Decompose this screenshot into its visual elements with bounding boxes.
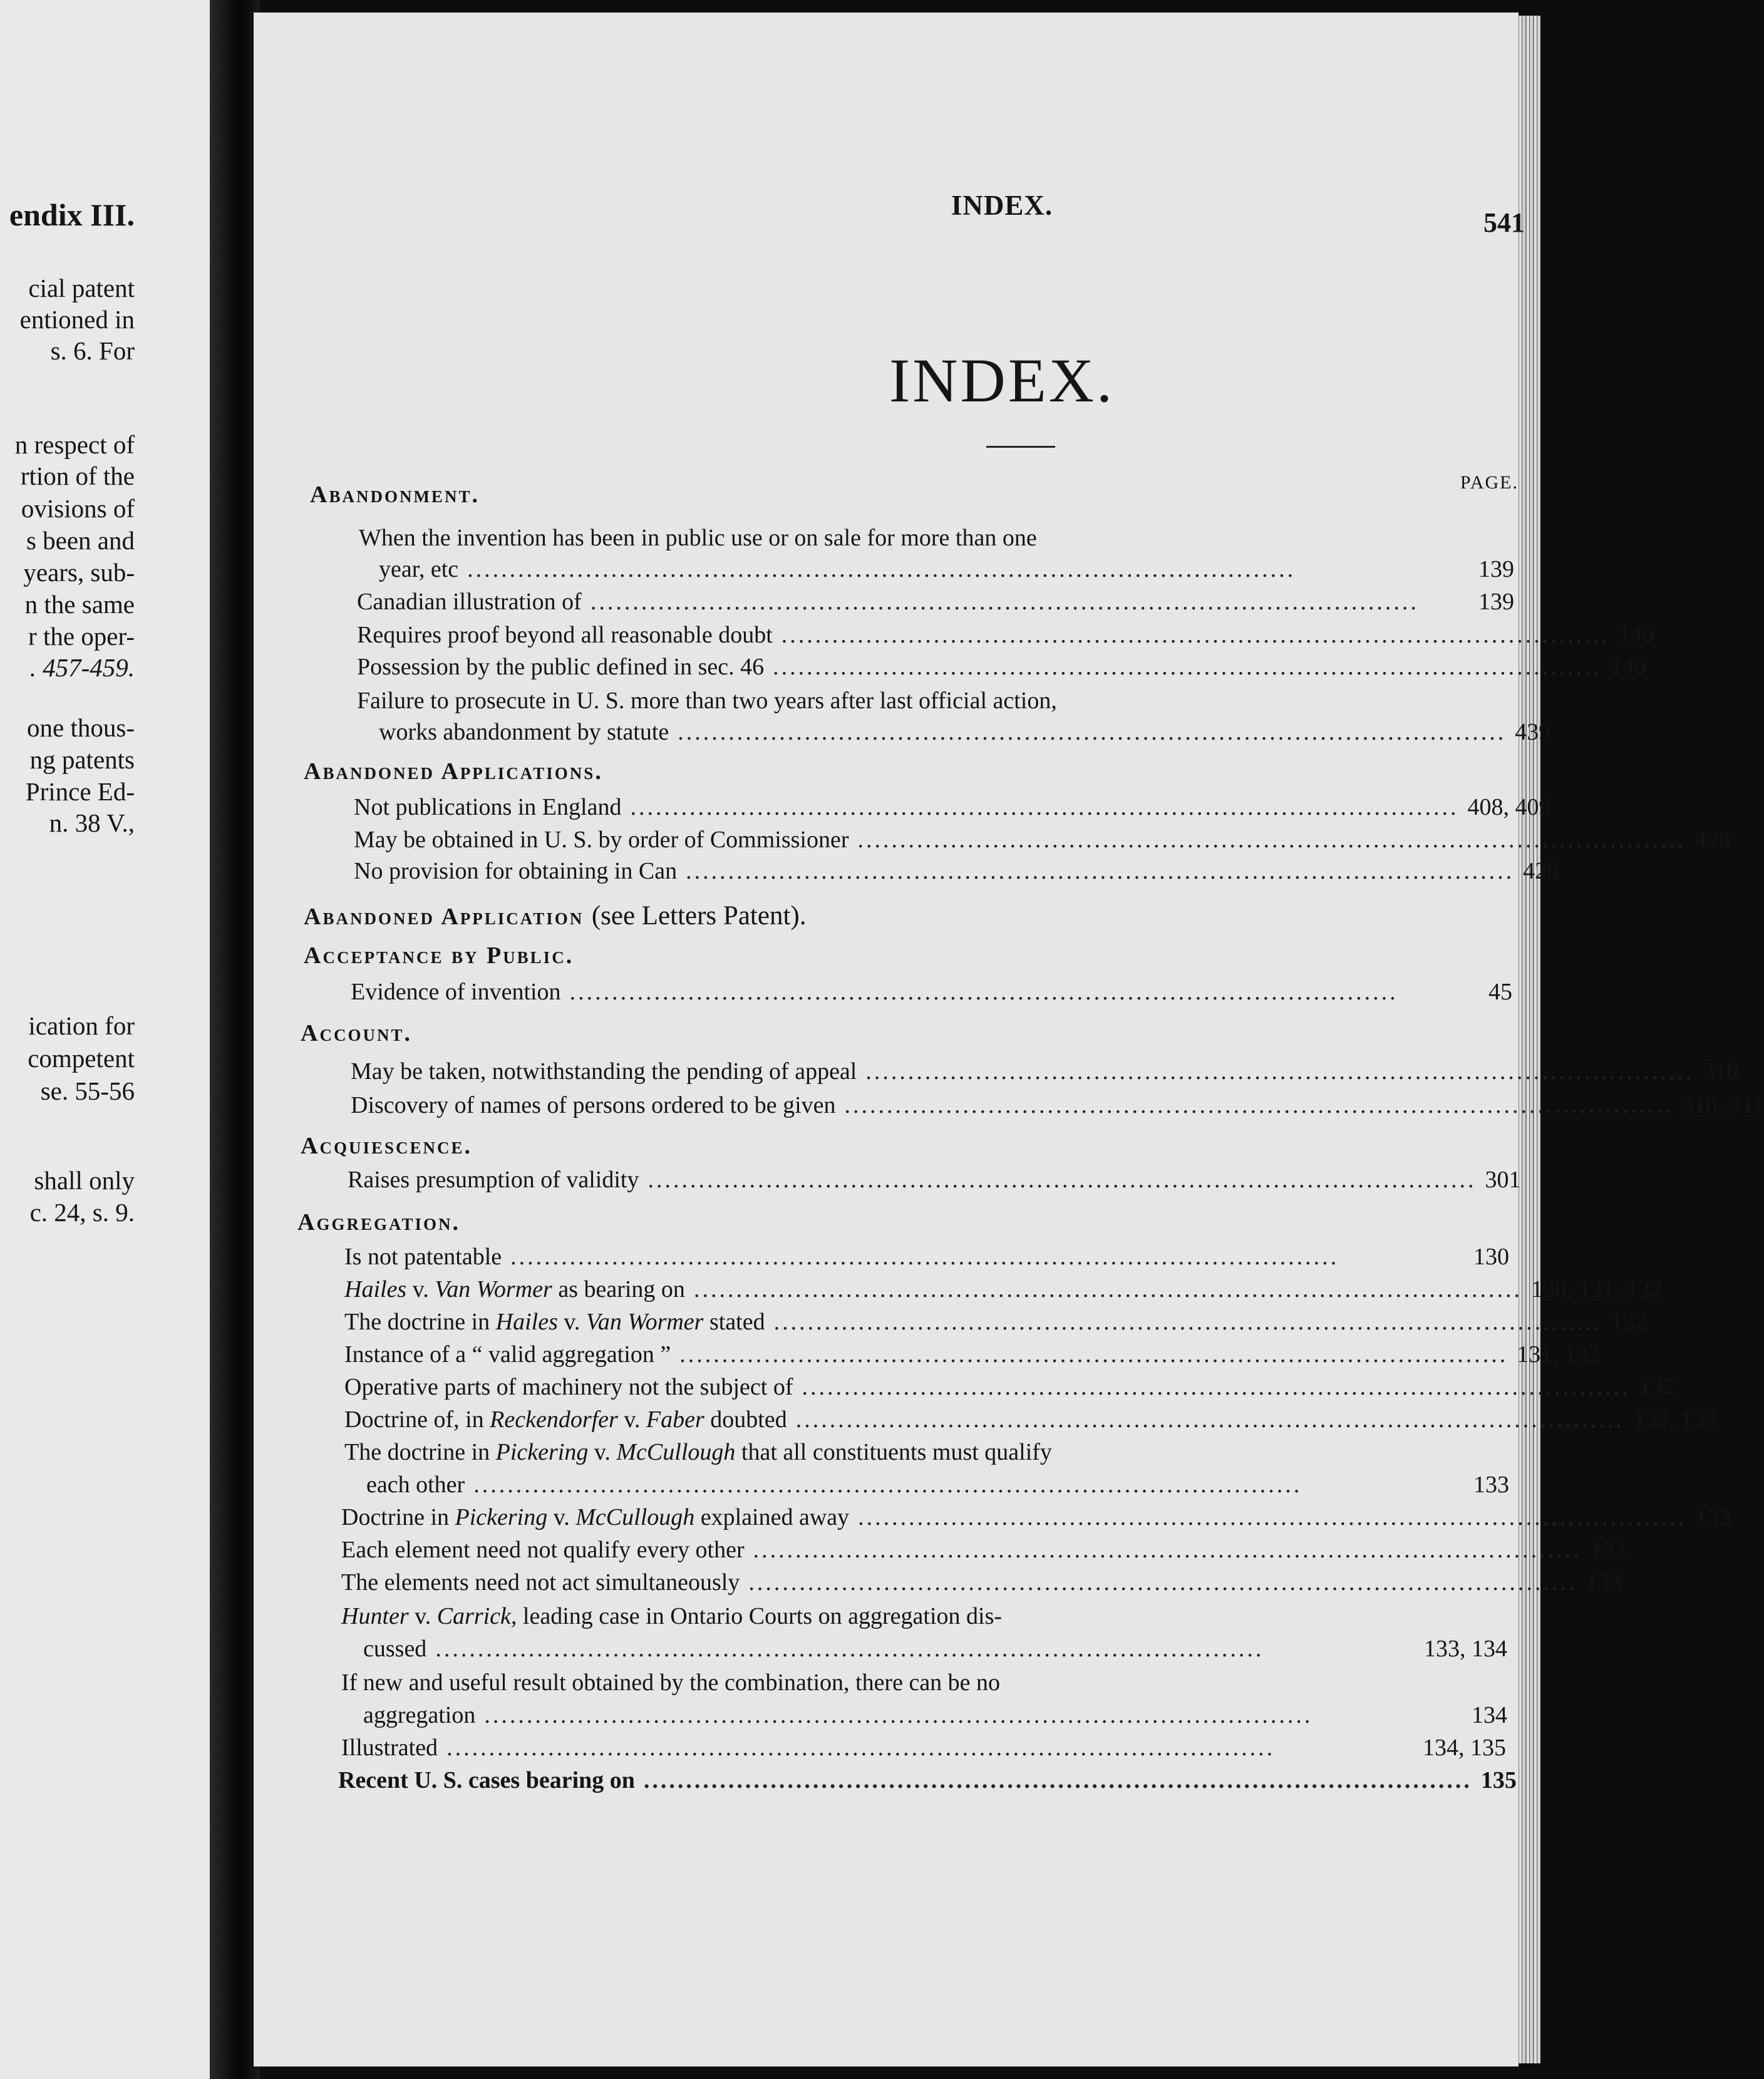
index-entry-line: Hunter v. Carrick, leading case in Ontario Courts on aggregation dis- <box>341 1603 1003 1629</box>
left-page-line: c. 24, s. 9. <box>29 1198 135 1227</box>
left-page-line: ng patents <box>29 745 135 774</box>
index-entry: May be taken, notwithstanding the pending of appeal .................................................................................................. 310 <box>351 1058 1739 1085</box>
index-heading-abandonment: Abandonment. <box>310 482 480 508</box>
index-heading-aggregation: Aggregation. <box>297 1209 460 1236</box>
left-page-line: ovisions of <box>21 494 135 523</box>
index-page <box>254 13 1764 2066</box>
index-entry: The elements need not act simultaneously .................................................................................................. 133 <box>341 1569 1622 1596</box>
index-entry: The doctrine in Hailes v. Van Wormer stated .................................................................................................. 132 <box>344 1309 1647 1335</box>
index-entry: Evidence of invention .................................................................................................. 45 <box>351 979 1512 1005</box>
index-entry-line: Failure to prosecute in U. S. more than two years after last official action, <box>357 688 1057 714</box>
index-heading-account: Account. <box>301 1020 412 1046</box>
left-page-line: . 457-459. <box>29 653 135 682</box>
left-page-line: endix III. <box>9 197 135 232</box>
index-entry: Illustrated .................................................................................................. 134, 135 <box>341 1735 1506 1761</box>
left-page-line: n the same <box>24 590 135 619</box>
left-page-line: cial patent <box>28 274 135 302</box>
index-entry: No provision for obtaining in Can .................................................................................................. 428 <box>354 858 1559 884</box>
index-entry: Each element need not qualify every other .................................................................................................. 133 <box>341 1537 1626 1563</box>
index-entry: Possession by the public defined in sec. 46 .................................................................................................. 140 <box>357 654 1646 680</box>
left-page-line: years, sub- <box>23 558 135 587</box>
index-heading-abandoned-applications: Abandoned Applications. <box>304 758 603 785</box>
index-entry: Is not patentable .................................................................................................. 130 <box>344 1244 1509 1270</box>
index-entry: Doctrine in Pickering v. McCullough explained away .................................................................................................. 133 <box>341 1504 1731 1530</box>
index-entry: aggregation .................................................................................................. 134 <box>363 1702 1507 1728</box>
index-entry-line: If new and useful result obtained by the combination, there can be no <box>341 1669 1001 1696</box>
page-number: 541 <box>1483 207 1525 238</box>
left-page-line: Prince Ed- <box>25 777 135 806</box>
index-entry: Not publications in England .................................................................................................. 408, 409 <box>354 794 1551 820</box>
left-page-line: s been and <box>26 526 135 555</box>
index-entry-line: When the invention has been in public use or on sale for more than one <box>359 525 1037 551</box>
index-entry-line: The doctrine in Pickering v. McCullough that all constituents must qualify <box>344 1439 1052 1465</box>
left-page-line: rtion of the <box>20 462 135 490</box>
running-title: INDEX. <box>951 190 1053 221</box>
left-page-line: n. 38 V., <box>49 808 135 837</box>
index-entry: each other .................................................................................................. 133 <box>366 1472 1509 1498</box>
page-title: INDEX. <box>889 346 1115 415</box>
index-entry: Doctrine of, in Reckendorfer v. Faber doubted .................................................................................................. 132, 133 <box>344 1406 1716 1433</box>
previous-page-fragment <box>0 0 210 2079</box>
index-entry: Raises presumption of validity .................................................................................................. 301 <box>348 1167 1521 1193</box>
left-page-line: competent <box>28 1044 135 1073</box>
left-page-line: s. 6. For <box>50 336 135 365</box>
index-entry: Hailes v. Van Wormer as bearing on .................................................................................................. 130, 131, 132 <box>344 1276 1662 1303</box>
index-entry: Operative parts of machinery not the subject of .................................................................................................. 132 <box>344 1374 1675 1400</box>
left-page-line: ication for <box>28 1011 135 1040</box>
index-heading-acceptance: Acceptance by Public. <box>304 942 574 969</box>
left-page-line: se. 55-56 <box>40 1076 135 1105</box>
index-entry: Requires proof beyond all reasonable doubt .................................................................................................. 140 <box>357 622 1654 648</box>
cross-reference: (see Letters Patent). <box>591 901 807 931</box>
index-entry: Canadian illustration of .................................................................................................. 139 <box>357 589 1514 615</box>
index-entries <box>254 13 1764 2066</box>
left-page-line: n respect of <box>14 430 135 459</box>
left-page-line: r the oper- <box>28 622 135 651</box>
page-column-label: PAGE. <box>1460 472 1519 493</box>
index-heading-abandoned-application: Abandoned Application (see Letters Patent). <box>304 901 807 931</box>
index-entry: year, etc .................................................................................................. 139 <box>379 556 1514 582</box>
index-entry: Instance of a “ valid aggregation ” .................................................................................................. 131, 132 <box>344 1341 1601 1368</box>
index-entry: Recent U. S. cases bearing on .................................................................................................. 135 <box>338 1767 1517 1793</box>
left-page-line: entioned in <box>19 305 135 334</box>
index-entry: May be obtained in U. S. by order of Commissioner .................................................................................................. 428 <box>354 827 1731 853</box>
index-entry: Discovery of names of persons ordered to be given .................................................................................................. 310, 311 <box>351 1092 1764 1118</box>
index-entry: cussed .................................................................................................. 133, 134 <box>363 1636 1507 1662</box>
book-gutter <box>210 0 260 2079</box>
left-page-line: shall only <box>34 1166 135 1195</box>
index-heading-acquiescence: Acquiescence. <box>301 1133 472 1159</box>
left-page-line: one thous- <box>27 713 135 742</box>
index-entry: works abandonment by statute .................................................................................................. 439 <box>379 719 1551 745</box>
